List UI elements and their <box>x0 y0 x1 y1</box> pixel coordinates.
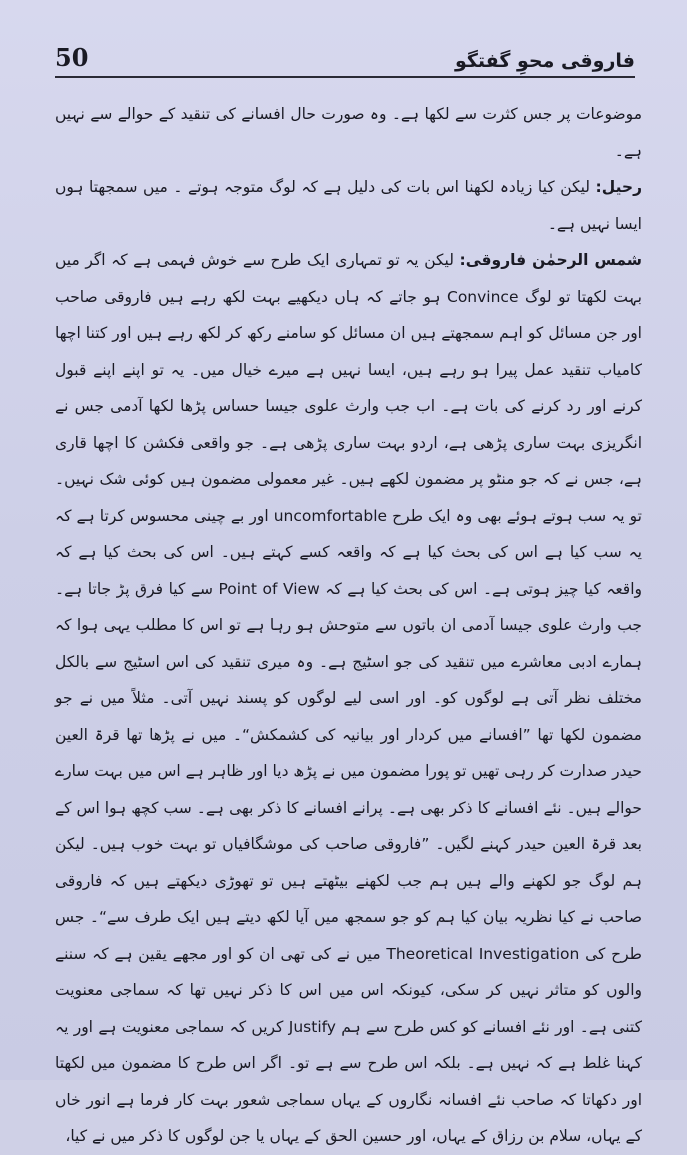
paragraph-text: لیکن کیا زیادہ لکھنا اس بات کی دلیل ہے کہ لوگ متوجہ ہوتے ۔ میں سمجھتا ہوں ایسا نہیں ہے۔ <box>55 178 642 233</box>
speaker-name: شمس الرحمٰن فاروقی: <box>459 251 642 269</box>
running-title: فاروقی محوِ گفتگو <box>454 50 635 72</box>
page-number: 50 <box>55 43 89 72</box>
body-text <box>55 96 642 1155</box>
speaker-name: رحیل: <box>595 178 642 196</box>
paragraph-text: لیکن یہ تو تمہاری ایک طرح سے خوش فہمی ہے کہ اگر میں بہت لکھتا تو لوگ Convince ہو جاتے کہ ہاں دیکھیے بہت لکھ رہے ہیں فاروقی صاحب اور جن مسائل کو اہم سمجھتے ہیں ان مسائل کو سامنے رکھ کر لکھ رہے ہیں اور کتنا اچھا کامیاب تنقید عمل پیرا ہو رہے ہیں، ایسا نہیں ہے میرے خیال میں۔ یہ تو اپنے اپنے قبول کرنے اور رد کرنے کی بات ہے۔ اب جب وارث علوی جیسا حساس پڑھا لکھا آدمی جس نے انگریزی بہت ساری پڑھی ہے، اردو بہت ساری پڑھی ہے۔ جو واقعی فکشن کا اچھا قاری ہے، جس نے کہ جو منٹو پر مضمون لکھے ہیں۔ غیر معمولی مضمون ہیں کوئی شک نہیں۔ تو یہ سب ہوتے ہوئے بھی وہ ایک طرح uncomfortable اور بے چینی محسوس کرتا ہے کہ یہ سب کیا ہے اس کی بحث کیا ہے کہ واقعہ کسے کہتے ہیں۔ اس کی بحث کیا ہے کہ واقعہ کیا چیز ہوتی ہے۔ اس کی بحث کیا ہے کہ Point of View سے کیا فرق پڑ جاتا ہے۔ جب وارث علوی جیسا آدمی ان باتوں سے متوحش ہو رہا ہے تو اس کا مطلب یہی ہوا کہ ہمارے ادبی معاشرے میں تنقید کی جو اسٹیج ہے۔ وہ میری تنقید کی اس اسٹیج سے بالکل مختلف نظر آتی ہے لوگوں کو۔ اور اسی لیے لوگوں کو پسند نہیں آتی۔ مثلاً میں نے جو مضمون لکھا تھا ”افسانے میں کردار اور بیانیہ کی کشمکش“۔ میں نے پڑھا تھا قرۃ العین حیدر صدارت کر رہی تھیں تو پورا مضمون میں نے پڑھ دیا اور ظاہر ہے اس میں بہت سارے حوالے ہیں۔ نئے افسانے کا ذکر بھی ہے۔ پرانے افسانے کا ذکر بھی ہے۔ سب کچھ ہوا اس کے بعد قرۃ العین حیدر کہنے لگیں۔ ”فاروقی صاحب کی موشگافیاں تو بہت خوب ہیں۔ لیکن ہم لوگ جو لکھنے والے ہیں ہم جب لکھنے بیٹھتے ہیں تو تھوڑی دیکھتے ہیں کہ فاروقی صاحب نے کیا نظریہ بیان کیا ہم کو جو سمجھ میں آیا لکھ دیتے ہیں ایک طرف سے“۔ جس طرح کی Theoretical Investigation میں نے کی تھی ان کو اور مجھے یقین ہے کہ سننے والوں کو متاثر نہیں کر سکی، کیونکہ اس میں اس کا ذکر نہیں تھا کہ سماجی معنویت کتنی ہے۔ اور نئے افسانے کو کس طرح سے ہم Justify کریں کہ سماجی معنویت ہے اور یہ کہنا غلط ہے کہ نہیں ہے۔ بلکہ اس طرح سے ہے تو۔ اگر اس طرح کا مضمون میں لکھتا اور دکھاتا کہ صاحب نئے افسانہ نگاروں کے یہاں سماجی شعور بہت کار فرما ہے انور خاں کے یہاں، سلام بن رزاق کے یہاں، اور حسین الحق کے یہاں یا جن لوگوں کا ذکر میں نے کیا، <box>55 251 643 1145</box>
paragraph <box>55 169 642 242</box>
paragraph-text: موضوعات پر جس کثرت سے لکھا ہے۔ وہ صورت حال افسانے کی تنقید کے حوالے سے نہیں ہے۔ <box>55 105 642 160</box>
paragraph <box>55 96 642 169</box>
page-header <box>55 26 635 78</box>
paragraph <box>55 242 642 1155</box>
